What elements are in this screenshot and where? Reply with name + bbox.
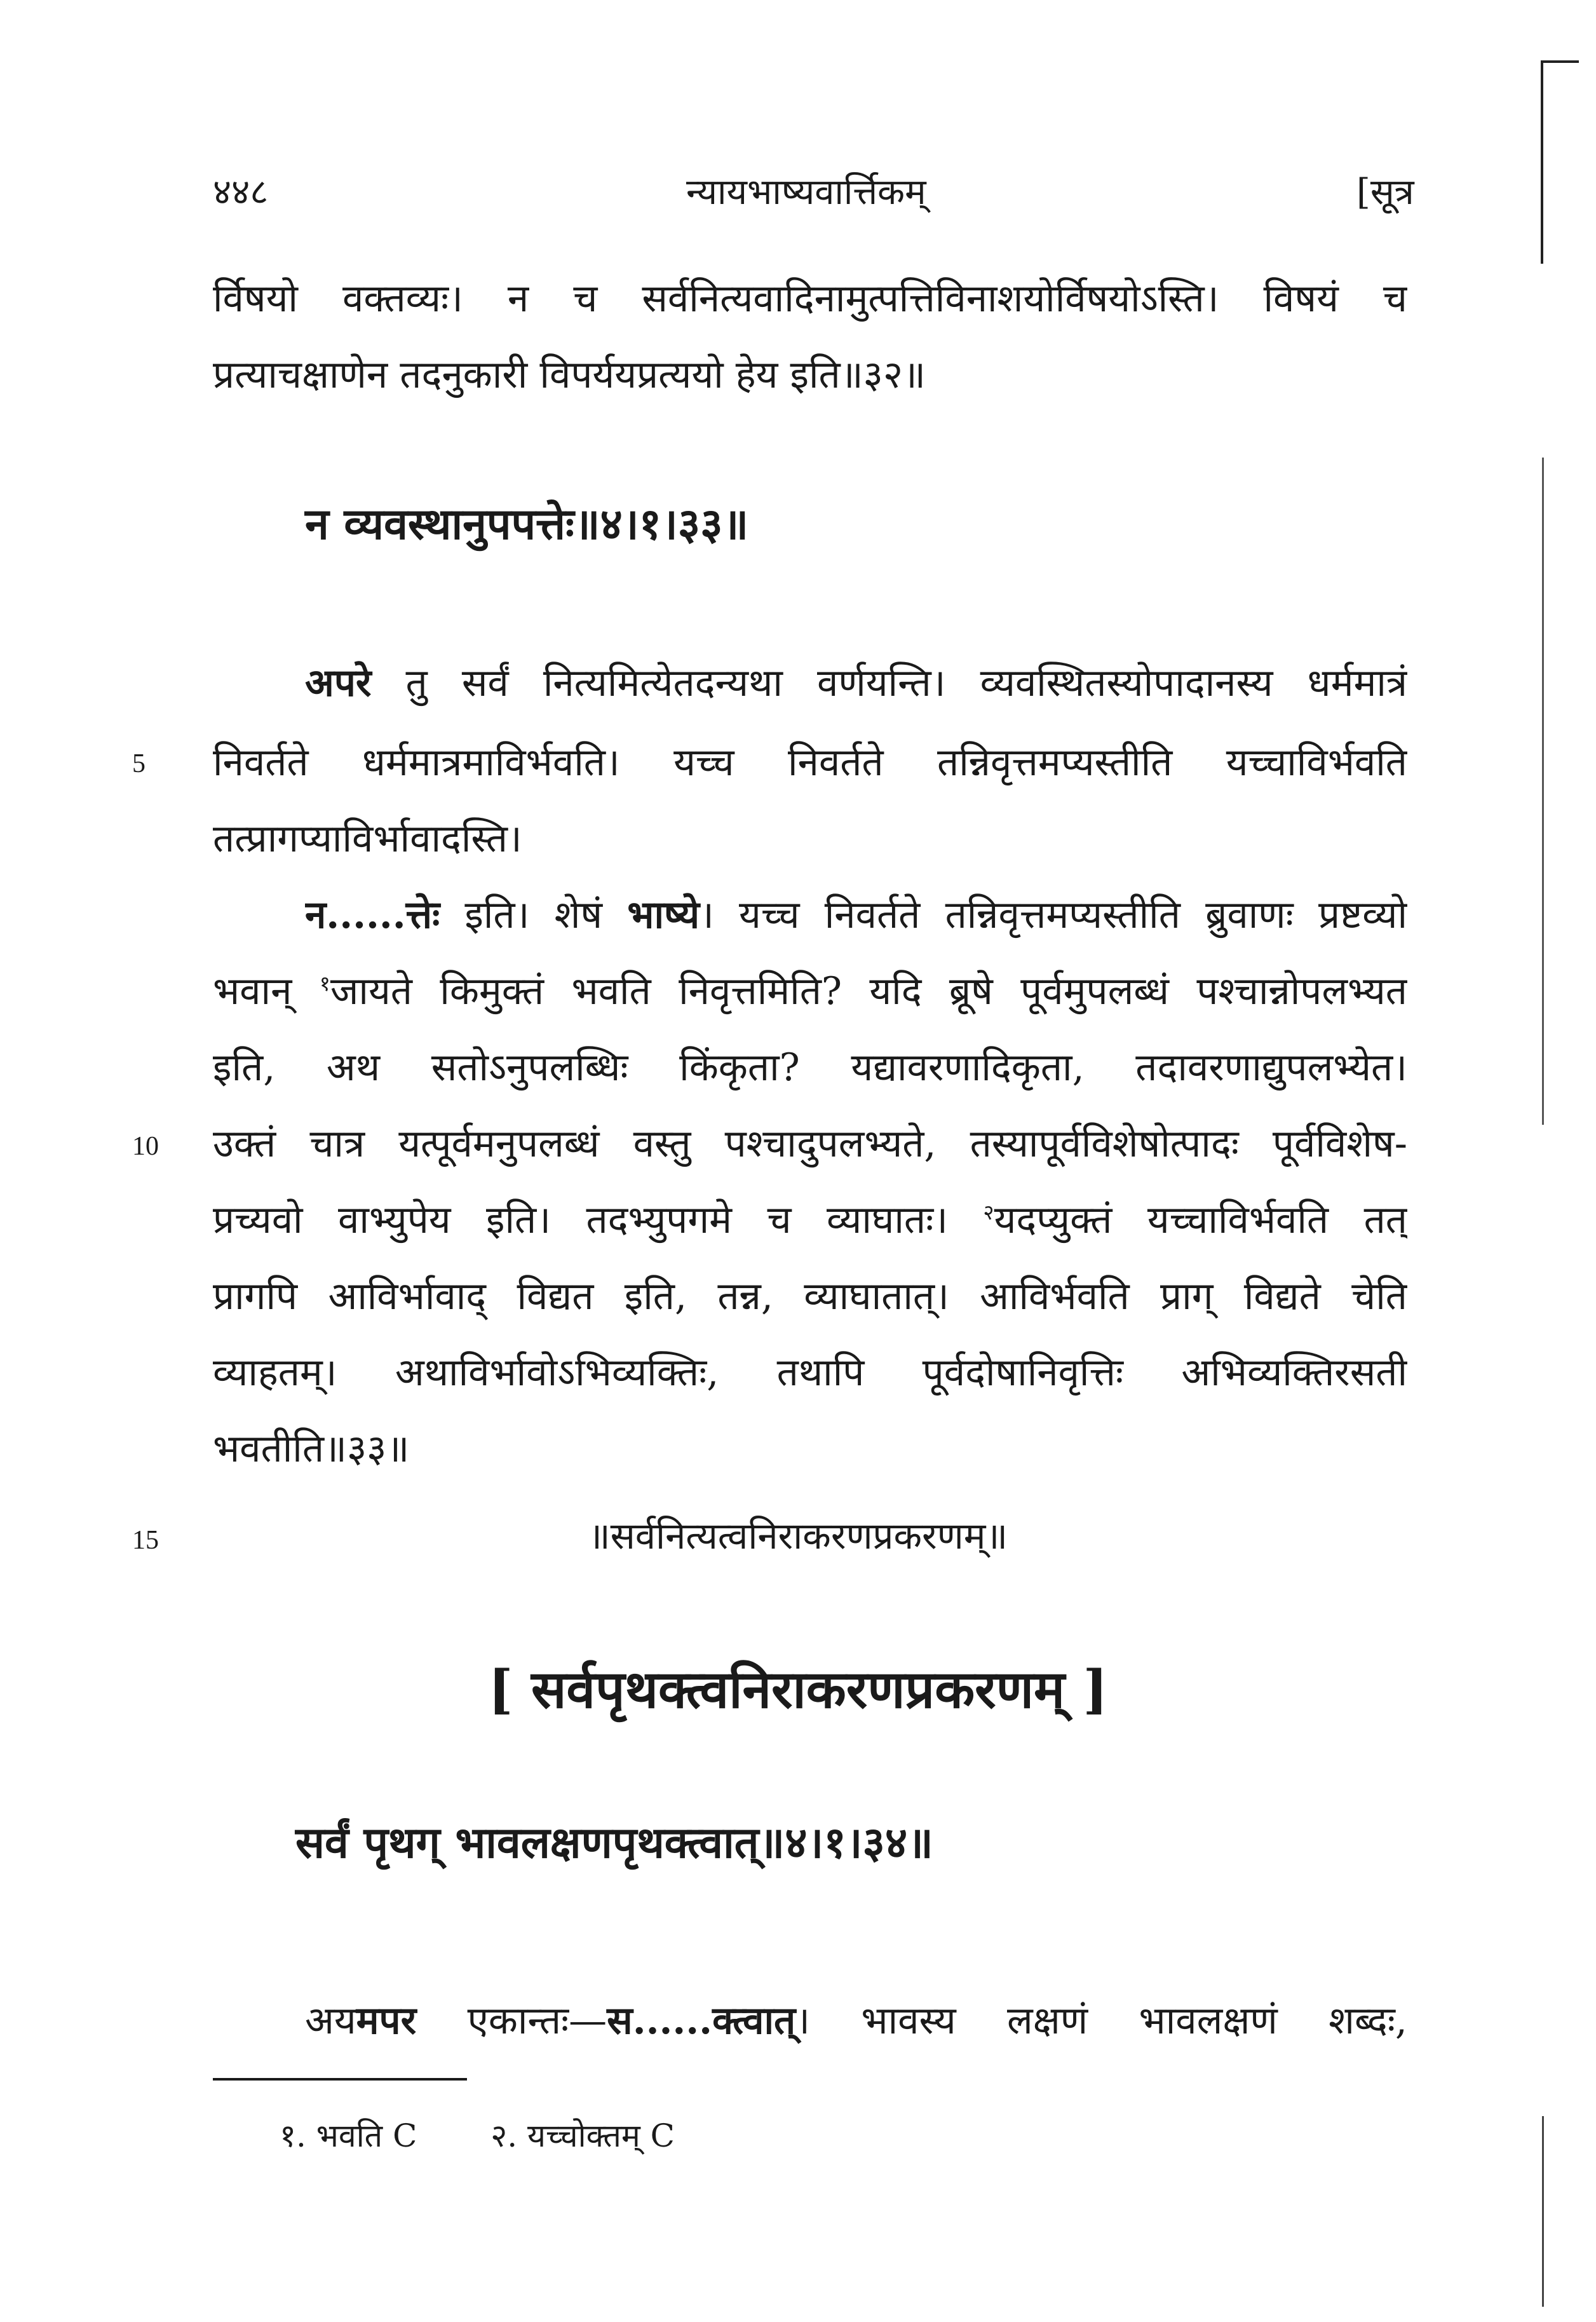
footnote-rule (213, 2078, 467, 2081)
bold-term: अपरे (305, 661, 372, 705)
bold-term: न......त्तेः (305, 893, 440, 937)
text-line: अयमपर एकान्तः—स......क्त्वात्। भावस्य लक्षणं भावलक्षणं शब्दः, (305, 1999, 1407, 2043)
page-number: ४४८ (213, 172, 269, 213)
text-line: व्याहतम्। अथाविर्भावोऽभिव्यक्तिः, तथापि पूर्वदोषानिवृत्तिः अभिव्यक्तिरसती (213, 1350, 1407, 1395)
running-title: न्यायभाष्यवार्त्तिकम् (686, 172, 926, 213)
text-line: न......त्तेः इति। शेषं भाष्ये। यच्च निवर्तते तन्निवृत्तमप्यस्तीति ब्रुवाणः प्रष्टव्यो (305, 893, 1407, 937)
bold-term: मपर (356, 1999, 417, 2043)
text-line: प्रागपि आविर्भावाद् विद्यत इति, तन्न, व्याघातात्। आविर्भवति प्राग् विद्यते चेति (213, 1274, 1407, 1319)
section-colophon: ॥सर्वनित्यत्वनिराकरणप्रकरणम्॥ (588, 1514, 1008, 1558)
section-mark: [सूत्र (1356, 172, 1414, 213)
text-line: र्विषयो वक्तव्यः। न च सर्वनित्यवादिनामुत्पत्तिविनाशयोर्विषयोऽस्ति। विषयं च (213, 276, 1407, 321)
footnote-ref: १ (319, 971, 330, 996)
line-number: 5 (132, 749, 145, 778)
text-line: अपरे तु सर्वं नित्यमित्येतदन्यथा वर्णयन्ति। व्यवस्थितस्योपादानस्य धर्ममात्रं (305, 661, 1407, 705)
sutra-heading: सर्वं पृथग् भावलक्षणपृथक्त्वात्॥४।१।३४॥ (295, 1817, 933, 1868)
footnote-1: १. भवति C (280, 2117, 417, 2154)
running-header (0, 166, 1596, 217)
line-number: 15 (132, 1526, 159, 1555)
footnote-2: २. यच्चोक्तम् C (490, 2117, 675, 2154)
sutra-heading: न व्यवस्थानुपपत्तेः॥४।१।३३॥ (305, 499, 749, 550)
text-line: भवतीति॥३३॥ (213, 1427, 410, 1471)
text-line: प्रत्याचक्षाणेन तदनुकारी विपर्ययप्रत्ययो हेय इति॥३२॥ (213, 353, 926, 397)
text-line: उक्तं चात्र यत्पूर्वमनुपलब्धं वस्तु पश्चादुपलभ्यते, तस्यापूर्वविशेषोत्पादः पूर्वविशेष- (213, 1122, 1407, 1166)
bold-term: भाष्ये (627, 893, 700, 937)
footnotes (280, 2113, 738, 2156)
text-line: तत्प्रागप्याविर्भावादस्ति। (213, 817, 522, 861)
scan-edge-mark (1541, 60, 1543, 264)
footnote-ref: २ (983, 1200, 994, 1225)
scan-edge-mark (1542, 458, 1544, 1125)
scan-edge-mark (1541, 60, 1579, 63)
bold-term: स......क्त्वात् (607, 1999, 796, 2043)
text-line: निवर्तते धर्ममात्रमाविर्भवति। यच्च निवर्तते तन्निवृत्तमप्यस्तीति यच्चाविर्भवति (213, 740, 1407, 785)
section-heading: [ सर्वपृथक्त्वनिराकरणप्रकरणम् ] (488, 1659, 1108, 1720)
text-line: भवान् $^१$जायते किमुक्तं भवति निवृत्तमिति? यदि ब्रूषे पूर्वमुपलब्धं पश्चान्नोपलभ्यत (213, 969, 1407, 1014)
text-line: प्रच्यवो वाभ्युपेय इति। तदभ्युपगमे च व्याघातः। $^२$यदप्युक्तं यच्चाविर्भवति तत् (213, 1198, 1407, 1242)
text-line: इति, अथ सतोऽनुपलब्धिः किंकृता? यद्यावरणादिकृता, तदावरणाद्युपलभ्येत। (213, 1045, 1407, 1090)
line-number: 10 (132, 1132, 159, 1161)
scan-edge-mark (1542, 2116, 1544, 2307)
